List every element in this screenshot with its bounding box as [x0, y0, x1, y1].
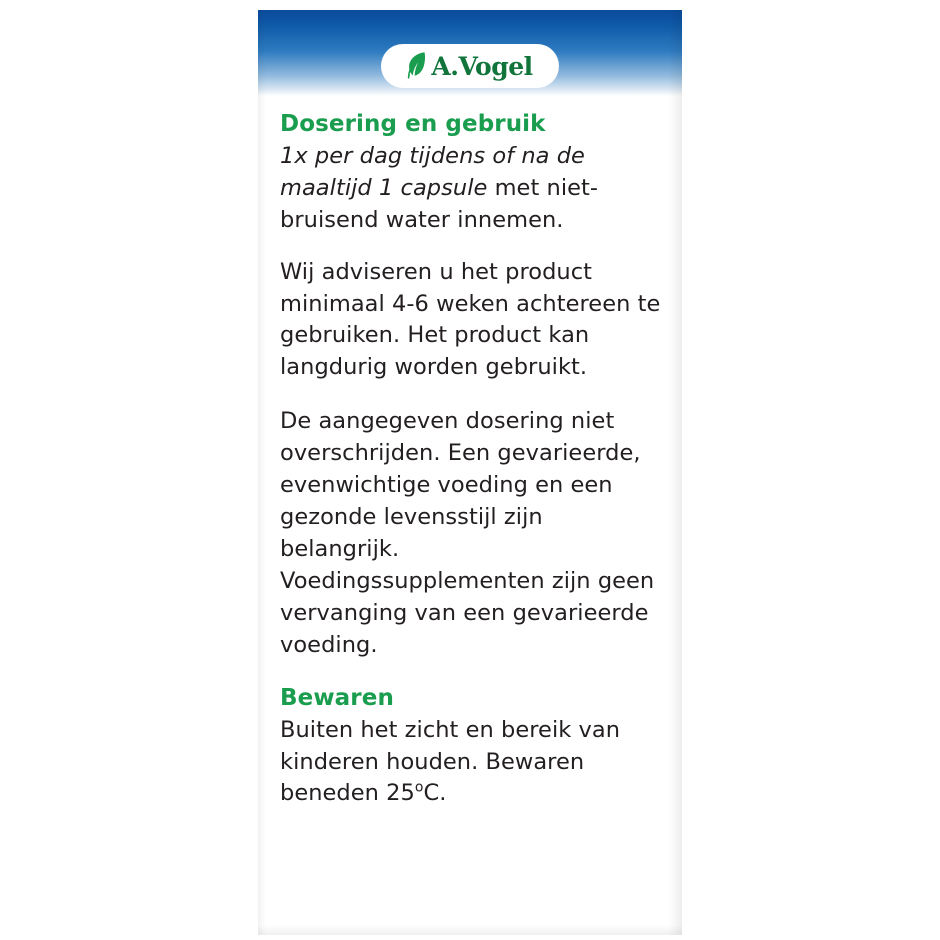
brand-logo [381, 44, 559, 88]
package-bottom-edge-shading [258, 925, 682, 935]
paragraph-bewaren-1 [280, 715, 668, 811]
bewaren-text-after-degree: C. [423, 780, 447, 807]
paragraph-dosering-2: Wij adviseren u het product minimaal 4-6 weken achtereen te gebruiken. Het product kan langdurig worden gebruikt. [280, 258, 661, 381]
degree-symbol: o [414, 779, 424, 796]
brand-logo-inner [407, 53, 532, 79]
brand-logo-text: A.Vogel [431, 51, 533, 81]
package-left-edge-shading [258, 10, 266, 935]
dosering-rest: met niet-bruisend water innemen. [280, 174, 599, 233]
leaf-icon [407, 51, 426, 79]
bewaren-text-before-degree: Buiten het zicht en bereik van kinderen houden. Bewaren beneden 25 [280, 716, 621, 807]
package-panel [258, 10, 682, 935]
paragraph-dosering-1 [280, 141, 668, 237]
section-heading-bewaren: Bewaren [280, 684, 394, 711]
package-right-edge-shading [668, 10, 682, 935]
package-text-content [280, 110, 668, 810]
paragraph-dosering-3: De aangegeven dosering niet overschrijden. Een gevarieerde, evenwichtige voeding en een gezonde levensstijl zijn belangrijk. Voedingssupplementen zijn geen vervanging van een gevarieerde voeding. [280, 408, 655, 658]
section-heading-dosering: Dosering en gebruik [280, 111, 546, 137]
dosering-italic-lead: 1x per dag tijdens of na de maaltijd 1 capsule [280, 142, 585, 201]
